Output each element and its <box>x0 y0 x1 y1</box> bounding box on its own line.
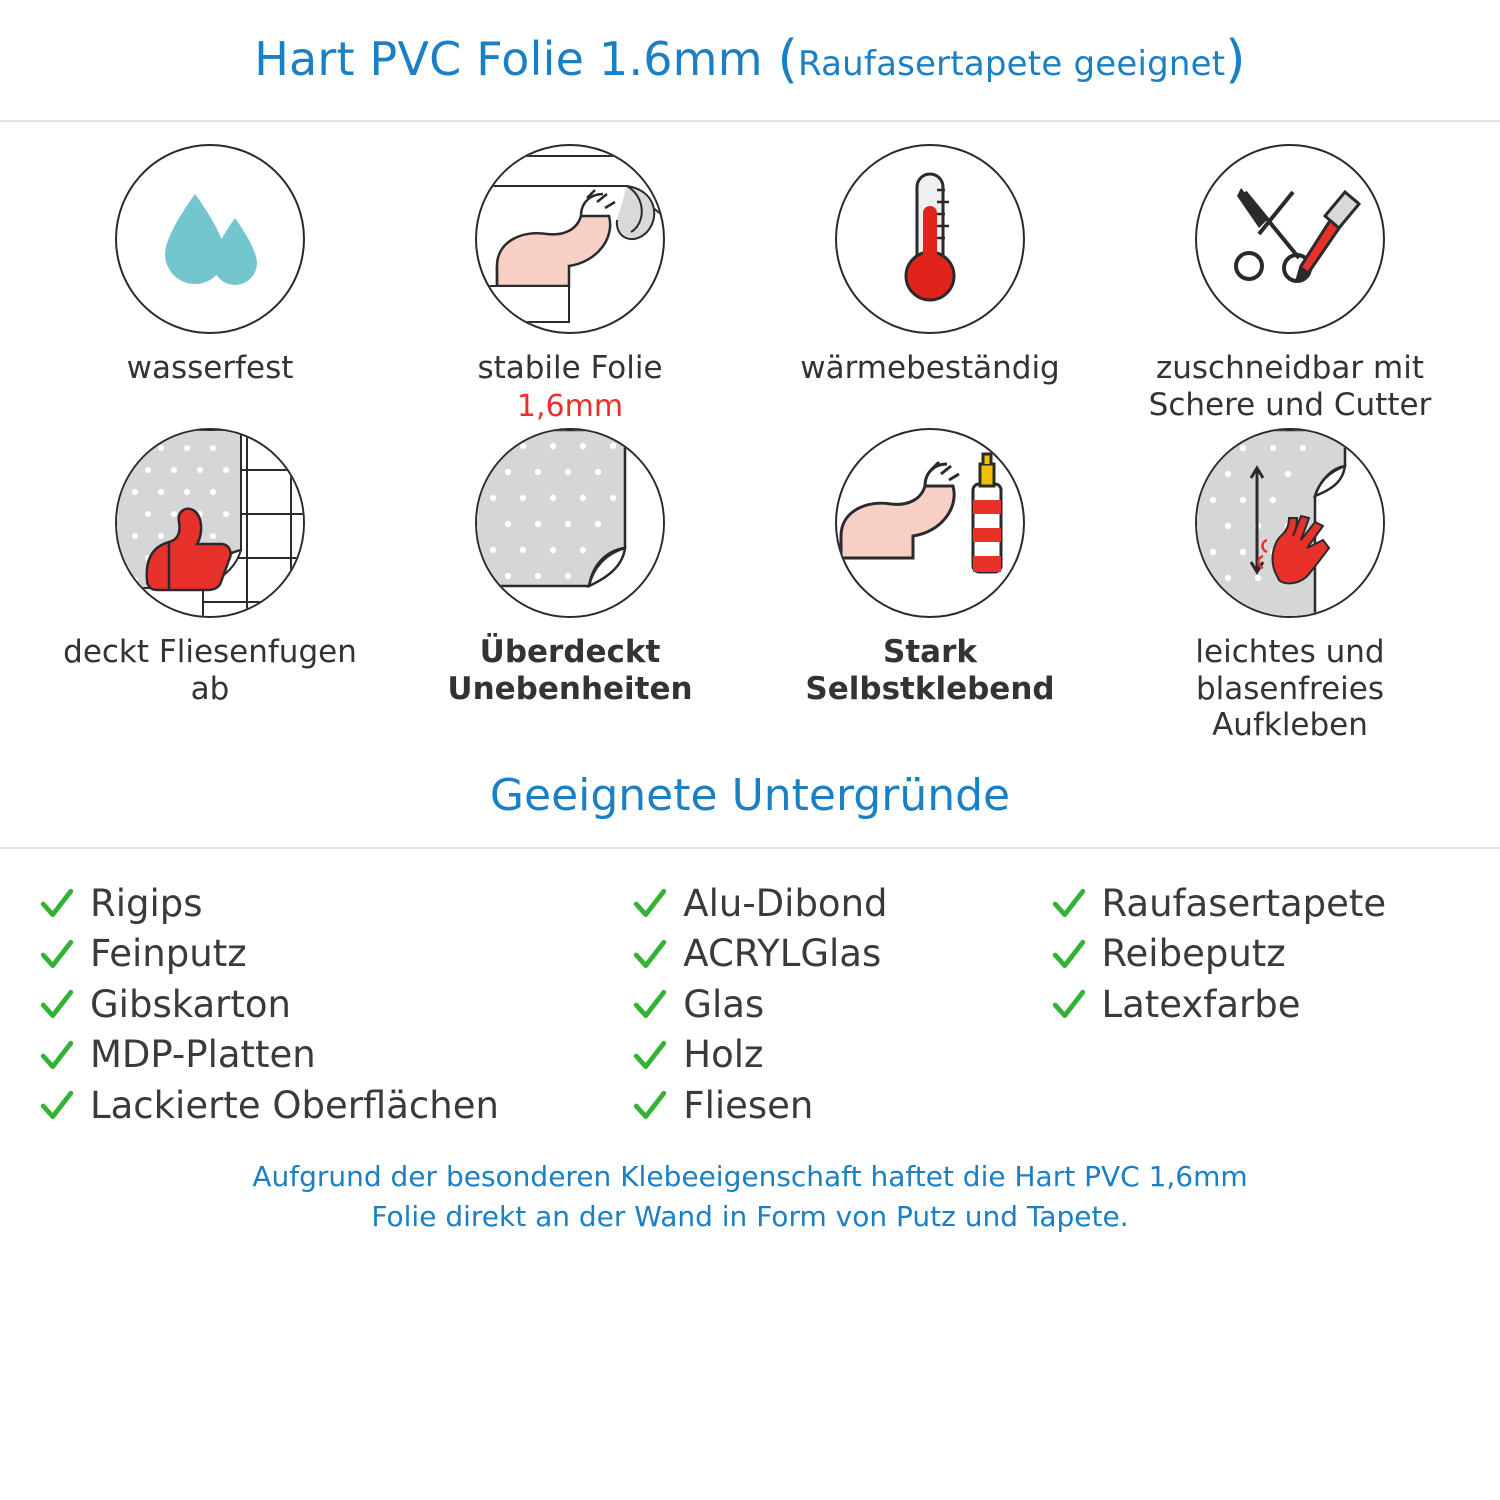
list-item-label: Latexfarbe <box>1101 982 1301 1026</box>
list-item <box>40 883 633 926</box>
flexing-arm-foil-icon <box>477 146 663 332</box>
scissors-cutter-icon <box>1197 146 1383 332</box>
list-item-label: MDP-Platten <box>90 1033 316 1077</box>
check-icon <box>633 1089 667 1123</box>
substrate-lists <box>0 849 1500 1128</box>
feature-icon-circle <box>835 144 1025 334</box>
substrate-column-3 <box>1052 883 1461 1128</box>
feature-caption: zuschneidbar mit Schere und Cutter <box>1148 350 1432 423</box>
paren-close: ) <box>1225 30 1246 90</box>
list-item <box>1052 883 1461 926</box>
list-item <box>1052 933 1461 976</box>
check-icon <box>40 938 74 972</box>
list-item-label: Feinputz <box>90 932 247 976</box>
list-item <box>40 1034 633 1077</box>
list-item-label: Fliesen <box>683 1083 814 1127</box>
feature-caption-text: stabile Folie <box>477 350 663 386</box>
feature-caption: wasserfest <box>126 350 294 386</box>
check-icon <box>633 988 667 1022</box>
feature-icon-circle <box>475 144 665 334</box>
list-item-label: Gibskarton <box>90 982 291 1026</box>
feature-item <box>750 428 1110 744</box>
feature-grid <box>0 122 1500 744</box>
feature-caption: deckt Fliesenfugen ab <box>63 633 357 707</box>
feature-caption-sub: 1,6mm <box>516 388 624 424</box>
feature-icon-circle <box>115 144 305 334</box>
feature-item <box>30 144 390 424</box>
water-drops-icon <box>117 146 303 332</box>
list-item <box>633 1085 1051 1128</box>
check-icon <box>1052 938 1086 972</box>
hand-smoothing-foil-icon <box>1197 430 1383 616</box>
page-title-sub: Raufasertapete geeignet <box>798 44 1226 84</box>
list-item-label: ACRYLGlas <box>683 932 882 976</box>
check-icon <box>40 1089 74 1123</box>
list-item-label: Alu-Dibond <box>683 881 888 925</box>
check-icon <box>40 1039 74 1073</box>
check-icon <box>633 938 667 972</box>
feature-caption: Überdeckt Unebenheiten <box>447 633 693 707</box>
list-item-label: Lackierte Oberflächen <box>90 1083 499 1127</box>
list-item <box>633 883 1051 926</box>
paren-open: ( <box>777 30 799 90</box>
list-item-label: Glas <box>683 982 765 1026</box>
feature-caption: wärmebeständig <box>800 350 1060 386</box>
substrate-column-2 <box>633 883 1051 1128</box>
check-icon <box>633 1039 667 1073</box>
feature-icon-circle <box>1195 144 1385 334</box>
feature-item <box>390 428 750 744</box>
section-header <box>0 770 1500 849</box>
feature-item <box>30 428 390 744</box>
feature-icon-circle <box>835 428 1025 618</box>
list-item <box>1052 984 1461 1027</box>
list-item <box>40 1085 633 1128</box>
list-item-label: Rigips <box>90 881 203 925</box>
feature-caption: Stark Selbstklebend <box>805 633 1055 707</box>
footer-note-line1: Aufgrund der besonderen Klebeeigenschaft haftet die Hart PVC 1,6mm <box>252 1160 1248 1194</box>
substrate-column-1 <box>40 883 633 1128</box>
check-icon <box>1052 988 1086 1022</box>
feature-item <box>1110 428 1470 744</box>
list-item-label: Reibeputz <box>1101 932 1286 976</box>
arm-glue-tube-icon <box>837 430 1023 616</box>
feature-item <box>390 144 750 424</box>
check-icon <box>633 887 667 921</box>
feature-icon-circle <box>115 428 305 618</box>
page-header <box>0 0 1500 122</box>
footer-note-line2: Folie direkt an der Wand in Form von Putz und Tapete. <box>371 1199 1129 1233</box>
check-icon <box>40 988 74 1022</box>
feature-icon-circle <box>475 428 665 618</box>
list-item-label: Raufasertapete <box>1101 881 1387 925</box>
feature-item <box>1110 144 1470 424</box>
feature-caption <box>477 350 662 424</box>
feature-item <box>750 144 1110 424</box>
peeling-foil-icon <box>477 430 663 616</box>
feature-caption: leichtes und blasenfreies Aufkleben <box>1195 633 1385 744</box>
page-title <box>254 30 1246 90</box>
feature-icon-circle <box>1195 428 1385 618</box>
check-icon <box>1052 887 1086 921</box>
list-item <box>633 1034 1051 1077</box>
check-icon <box>40 887 74 921</box>
list-item <box>633 984 1051 1027</box>
list-item <box>40 984 633 1027</box>
footer-note <box>0 1157 1500 1235</box>
list-item-label: Holz <box>683 1033 764 1077</box>
thumbs-up-tile-joints-icon <box>117 430 303 616</box>
section-title: Geeignete Untergründe <box>489 769 1011 821</box>
thermometer-icon <box>837 146 1023 332</box>
list-item <box>40 933 633 976</box>
page-title-main: Hart PVC Folie 1.6mm <box>254 32 763 86</box>
list-item <box>633 933 1051 976</box>
